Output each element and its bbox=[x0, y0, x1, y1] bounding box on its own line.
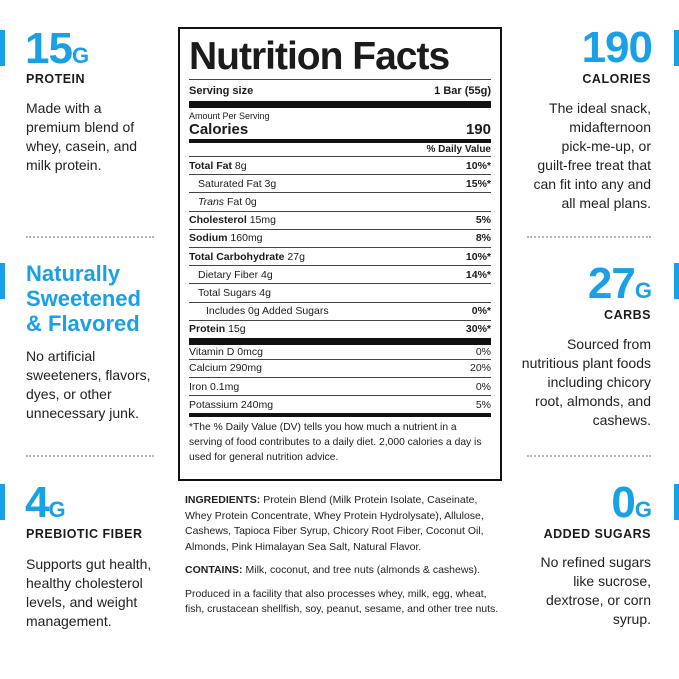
carbs-description: Sourced from nutritious plant foods including chicory root, almonds, and cashews. bbox=[521, 336, 651, 428]
calories-stat: 190 bbox=[581, 23, 652, 72]
nutrient-row: Total Fat 8g 10%* bbox=[189, 156, 491, 174]
accent-bar bbox=[674, 30, 679, 66]
nutrition-facts-title: Nutrition Facts bbox=[189, 35, 450, 78]
accent-bar bbox=[674, 484, 679, 520]
divider bbox=[26, 455, 154, 457]
calories-row: Calories 190 bbox=[189, 121, 491, 138]
vitamin-row: Iron 0.1mg 0% bbox=[189, 377, 491, 395]
ingredients-block bbox=[185, 493, 503, 626]
nutrient-row: Saturated Fat 3g 15%* bbox=[189, 174, 491, 192]
calories-description: The ideal snack, midafternoon pick-me-up, or guilt-free treat that can fit into any and all meal plans. bbox=[533, 100, 651, 211]
calories-label: CALORIES bbox=[582, 72, 651, 86]
sweetened-description: No artificial sweeteners, flavors, dyes, or other unnecessary junk. bbox=[26, 348, 151, 421]
nutrient-row: Trans Fat 0g bbox=[189, 192, 491, 210]
protein-description: Made with a premium blend of whey, casein, and milk protein. bbox=[26, 100, 138, 173]
serving-size-row: Serving size 1 Bar (55g) bbox=[189, 79, 491, 101]
nutrient-row: Total Sugars 4g bbox=[189, 283, 491, 301]
fiber-label: PREBIOTIC FIBER bbox=[26, 527, 143, 541]
accent-bar bbox=[0, 484, 5, 520]
accent-bar bbox=[674, 263, 679, 299]
sugars-label: ADDED SUGARS bbox=[543, 527, 651, 541]
vitamin-row: Calcium 290mg 20% bbox=[189, 359, 491, 377]
carbs-label: CARBS bbox=[604, 308, 651, 322]
nutrient-row: Total Carbohydrate 27g 10%* bbox=[189, 247, 491, 265]
nutrient-row: Includes 0g Added Sugars 0%* bbox=[189, 302, 491, 320]
nutrient-row: Protein 15g 30%* bbox=[189, 320, 491, 338]
ingredients-text: INGREDIENTS: Protein Blend (Milk Protein Isolate, Caseinate, Whey Protein Concentrate, Whey Protein Hydrolysate), Allulose, Cashews, Tapioca Fiber Syrup, Chicory Root Fiber, Coconut Oil, Almonds, Pink Himalayan Sea Salt, Natural Flavor. bbox=[185, 494, 484, 553]
nutrition-facts-panel bbox=[178, 27, 502, 481]
contains-text: CONTAINS: Milk, coconut, and tree nuts (almonds & cashews). bbox=[185, 564, 481, 576]
protein-label: PROTEIN bbox=[26, 72, 86, 86]
fiber-description: Supports gut health, healthy cholesterol levels, and weight management. bbox=[26, 556, 152, 629]
accent-bar bbox=[0, 263, 5, 299]
nutrient-row: Sodium 160mg 8% bbox=[189, 229, 491, 247]
divider bbox=[26, 236, 154, 238]
protein-stat: 15G bbox=[25, 24, 90, 73]
sugars-stat: 0G bbox=[611, 478, 652, 527]
vitamin-row: Vitamin D 0mcg 0% bbox=[189, 338, 491, 359]
fiber-stat: 4G bbox=[25, 478, 66, 527]
accent-bar bbox=[0, 30, 5, 66]
nutrient-row: Cholesterol 15mg 5% bbox=[189, 211, 491, 229]
daily-value-footnote: *The % Daily Value (DV) tells you how much a nutrient in a serving of food contributes to a daily diet. 2,000 calories a day is used for general nutrition advice. bbox=[189, 413, 491, 465]
sweetened-heading: Naturally Sweetened & Flavored bbox=[26, 261, 141, 336]
carbs-stat: 27G bbox=[587, 259, 652, 308]
nutrient-row: Dietary Fiber 4g 14%* bbox=[189, 265, 491, 283]
vitamin-row: Potassium 240mg 5% bbox=[189, 395, 491, 413]
divider bbox=[527, 236, 651, 238]
thick-rule bbox=[189, 101, 491, 108]
amount-per-serving: Amount Per Serving bbox=[189, 111, 270, 121]
facility-text: Produced in a facility that also processes whey, milk, egg, wheat, fish, crustacean shellfish, soy, peanut, sesame, and other tree nuts. bbox=[185, 587, 499, 615]
divider bbox=[527, 455, 651, 457]
daily-value-header: % Daily Value bbox=[189, 139, 491, 156]
sugars-description: No refined sugars like sucrose, dextrose, or corn syrup. bbox=[540, 554, 651, 627]
